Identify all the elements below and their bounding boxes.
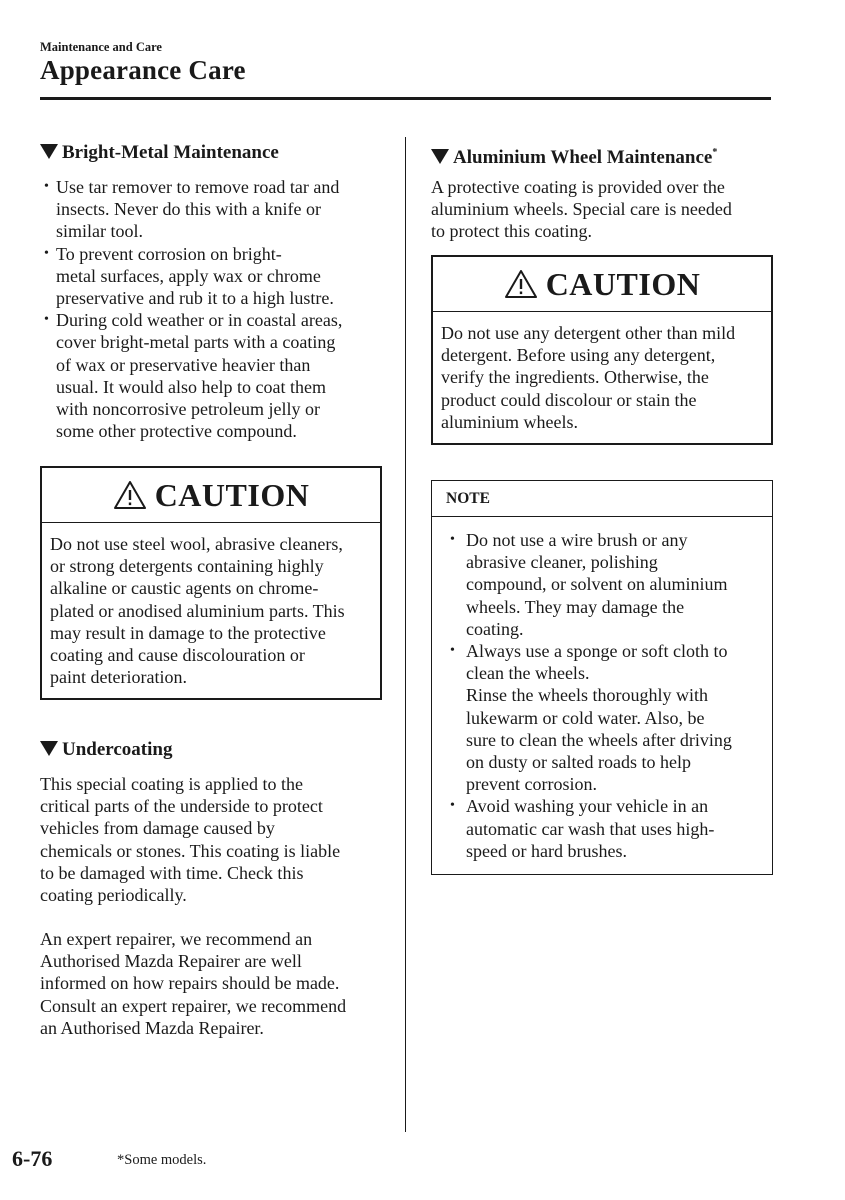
list-item-line: coating.	[466, 618, 524, 639]
undercoating-paragraph-2	[40, 928, 385, 1039]
section-heading-text: Bright-Metal Maintenance	[62, 142, 279, 163]
caution-line: detergent. Before using any detergent,	[441, 345, 716, 366]
list-item-line: on dusty or salted roads to help	[466, 752, 691, 773]
bullet-dot-icon: •	[450, 798, 455, 814]
list-item-line: some other protective compound.	[56, 421, 297, 442]
caution-header	[433, 257, 771, 312]
caution-line: plated or anodised aluminium parts. This	[50, 600, 345, 621]
list-item	[40, 243, 385, 310]
caution-line: Do not use steel wool, abrasive cleaners,	[50, 534, 343, 554]
paragraph-line: critical parts of the underside to protect	[40, 796, 323, 817]
list-item-line: compound, or solvent on aluminium	[466, 574, 728, 595]
list-item-line: speed or hard brushes.	[466, 840, 627, 861]
note-header: NOTE	[432, 481, 772, 517]
note-box	[431, 480, 773, 875]
title-rule	[40, 97, 771, 100]
note-body	[432, 517, 772, 872]
section-heading-bright-metal	[40, 142, 279, 164]
list-item-line: insects. Never do this with a knife or	[56, 199, 321, 220]
list-item-line: Always use a sponge or soft cloth to	[466, 641, 728, 662]
page-number: 6-76	[12, 1146, 53, 1171]
list-item	[448, 795, 762, 862]
list-item-line: During cold weather or in coastal areas,	[56, 310, 343, 331]
list-item-line: Avoid washing your vehicle in an	[466, 796, 709, 817]
section-heading-undercoating	[40, 739, 172, 761]
paragraph-line: to protect this coating.	[431, 221, 592, 242]
warning-triangle-icon	[113, 480, 147, 510]
list-item-line: similar tool.	[56, 221, 143, 242]
paragraph-line: A protective coating is provided over the	[431, 177, 725, 197]
page-title: Appearance Care	[40, 55, 246, 85]
undercoating-paragraph-1	[40, 773, 385, 906]
caution-box-left	[40, 466, 382, 700]
column-divider	[405, 137, 406, 1132]
list-item-line: metal surfaces, apply wax or chrome	[56, 265, 321, 286]
paragraph-line: aluminium wheels. Special care is needed	[431, 199, 732, 220]
caution-line: Do not use any detergent other than mild	[441, 323, 736, 343]
triangle-down-icon	[40, 144, 58, 159]
section-heading-text: Undercoating	[62, 739, 173, 760]
paragraph-line: This special coating is applied to the	[40, 774, 303, 794]
list-item-line: To prevent corrosion on bright-	[56, 243, 282, 264]
paragraph-line: Consult an expert repairer, we recommend	[40, 995, 347, 1016]
list-item-line: clean the wheels.	[466, 663, 590, 684]
bullet-dot-icon: •	[450, 643, 455, 659]
triangle-down-icon	[431, 149, 449, 164]
footnote: *Some models.	[117, 1152, 207, 1168]
caution-line: product could discolour or stain the	[441, 389, 697, 410]
list-item-line: of wax or preservative heavier than	[56, 354, 311, 375]
caution-line: paint deterioration.	[50, 667, 187, 688]
breadcrumb: Maintenance and Care	[40, 40, 162, 54]
bright-metal-list	[40, 176, 385, 442]
caution-line: aluminium wheels.	[441, 411, 578, 432]
list-item-line: automatic car wash that uses high-	[466, 818, 715, 839]
paragraph-line: Authorised Mazda Repairer are well	[40, 951, 302, 972]
list-item	[40, 176, 385, 243]
list-item-line: usual. It would also help to coat them	[56, 376, 326, 397]
list-item-line: wheels. They may damage the	[466, 596, 685, 617]
caution-label: CAUTION	[154, 476, 310, 513]
footnote-marker: *	[712, 147, 718, 158]
list-item-line: lukewarm or cold water. Also, be	[466, 707, 705, 728]
bullet-dot-icon: •	[44, 312, 49, 328]
list-item	[448, 529, 762, 640]
caution-line: alkaline or caustic agents on chrome-	[50, 578, 319, 599]
list-item-line: cover bright-metal parts with a coating	[56, 332, 336, 353]
caution-body	[42, 523, 380, 698]
paragraph-line: An expert repairer, we recommend an	[40, 929, 313, 949]
caution-label: CAUTION	[545, 265, 701, 302]
caution-header	[42, 468, 380, 523]
caution-box-right	[431, 255, 773, 445]
paragraph-line: vehicles from damage caused by	[40, 818, 275, 839]
list-item-line: preservative and rub it to a high lustre.	[56, 288, 334, 309]
caution-body	[433, 312, 771, 443]
caution-line: verify the ingredients. Otherwise, the	[441, 367, 709, 388]
caution-line: may result in damage to the protective	[50, 622, 326, 643]
caution-line: or strong detergents containing highly	[50, 556, 324, 577]
triangle-down-icon	[40, 741, 58, 756]
warning-triangle-icon	[504, 269, 538, 299]
bullet-dot-icon: •	[450, 532, 455, 547]
list-item	[448, 640, 762, 795]
list-item-line: Rinse the wheels thoroughly with	[466, 685, 708, 706]
list-item	[40, 309, 385, 442]
paragraph-line: informed on how repairs should be made.	[40, 973, 340, 994]
list-item-line: prevent corrosion.	[466, 774, 597, 795]
bullet-dot-icon: •	[44, 245, 49, 261]
aluminium-intro	[431, 176, 776, 243]
section-heading-aluminium	[431, 142, 717, 169]
section-heading-text: Aluminium Wheel Maintenance	[453, 147, 713, 168]
bullet-dot-icon: •	[44, 179, 49, 194]
paragraph-line: chemicals or stones. This coating is liable	[40, 840, 341, 861]
list-item-line: with noncorrosive petroleum jelly or	[56, 399, 320, 420]
list-item-line: sure to clean the wheels after driving	[466, 729, 732, 750]
paragraph-line: to be damaged with time. Check this	[40, 862, 304, 883]
paragraph-line: coating periodically.	[40, 885, 187, 906]
list-item-line: Use tar remover to remove road tar and	[56, 177, 340, 197]
caution-line: coating and cause discolouration or	[50, 645, 305, 666]
paragraph-line: an Authorised Mazda Repairer.	[40, 1017, 264, 1038]
list-item-line: Do not use a wire brush or any	[466, 530, 688, 550]
list-item-line: abrasive cleaner, polishing	[466, 552, 658, 573]
note-list	[448, 529, 762, 862]
